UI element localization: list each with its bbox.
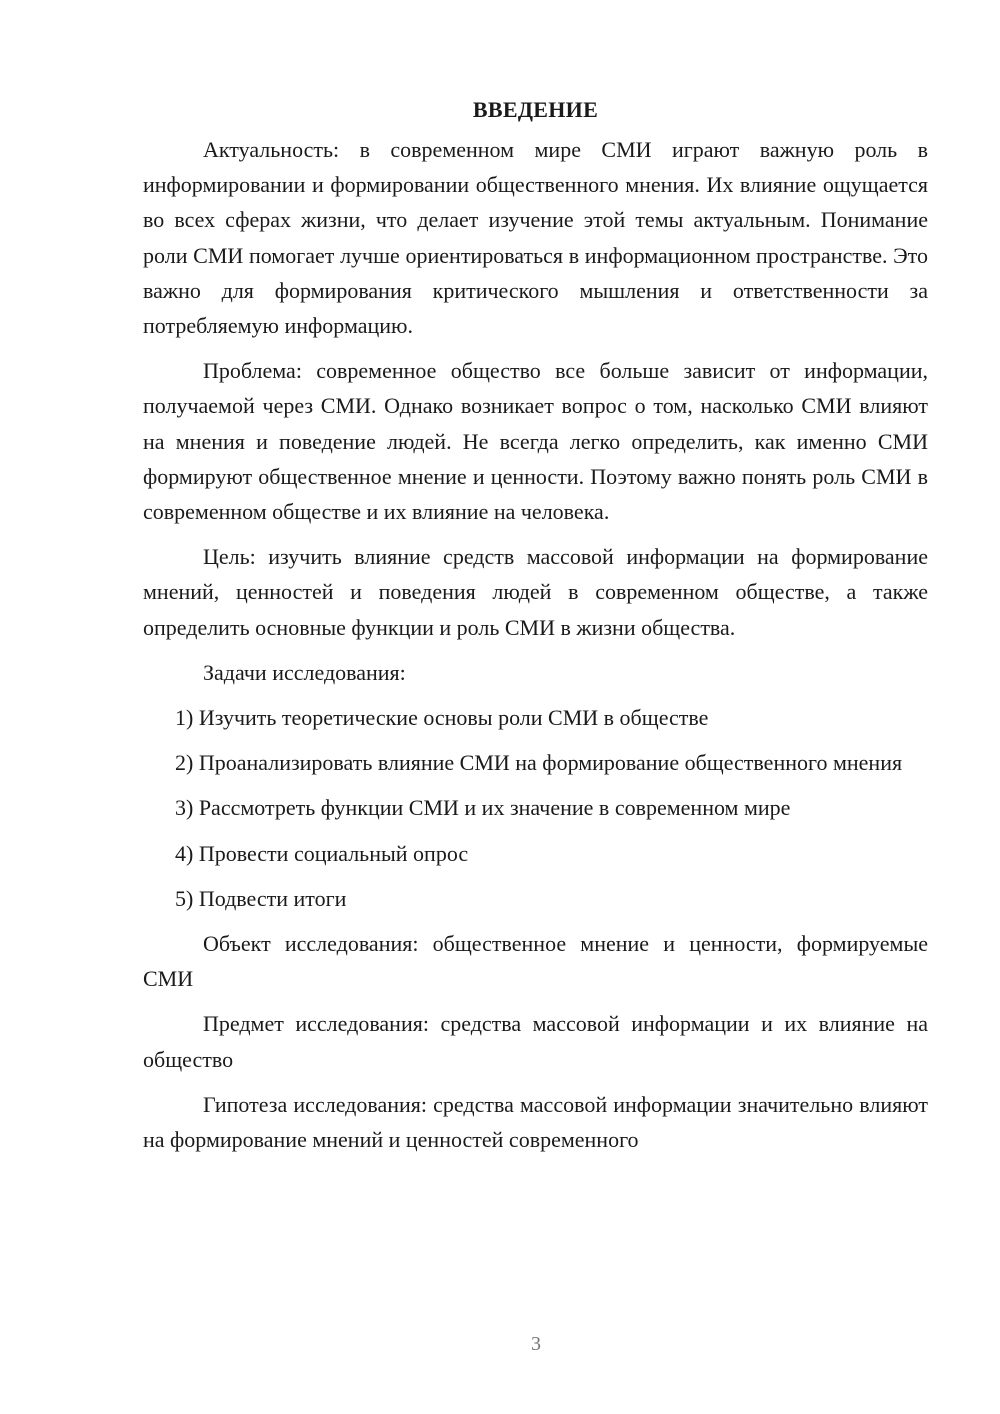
paragraph-object: Объект исследования: общественное мнение и ценности, формируемые СМИ (143, 931, 928, 992)
paragraph-relevance: Актуальность: в современном мире СМИ играют важную роль в информировании и формировании общественного мнения. Их влияние ощущается во всех сферах жизни, что делает изучение этой темы актуальным. Понимание роли СМИ помогает лучше ориентироваться в информационном пространстве. Это важно для формирования критического мышления и ответственности за потребляемую информацию. (143, 137, 928, 339)
task-item-3: 3) Рассмотреть функции СМИ и их значение в современном мире (175, 795, 791, 821)
page-content (143, 92, 928, 1167)
paragraph-hypothesis: Гипотеза исследования: средства массовой информации значительно влияют на формирование мнений и ценностей современного (143, 1091, 928, 1153)
task-item-4: 4) Провести социальный опрос (175, 840, 469, 866)
task-item-2: 2) Проанализировать влияние СМИ на формирование общественного мнения (175, 750, 903, 776)
page-number: 3 (531, 1333, 541, 1355)
tasks-heading: Задачи исследования: (203, 659, 406, 685)
paragraph-problem: Проблема: современное общество все больше зависит от информации, получаемой через СМИ. Однако возникает вопрос о том, насколько СМИ влияют на мнения и поведение людей. Не всегда легко определить, как именно СМИ формируют общественное мнение и ценности. Поэтому важно понять роль СМИ в современном обществе и их влияние на человека. (143, 358, 928, 525)
task-item-1: 1) Изучить теоретические основы роли СМИ в обществе (175, 705, 709, 731)
paragraph-subject: Предмет исследования: средства массовой информации и их влияние на общество (143, 1011, 928, 1072)
page-title: ВВЕДЕНИЕ (472, 97, 599, 122)
task-item-5: 5) Подвести итоги (175, 885, 347, 911)
paragraph-goal: Цель: изучить влияние средств массовой информации на формирование мнений, ценностей и поведения людей в современном обществе, а также определить основные функции и роль СМИ в жизни общества. (143, 544, 928, 640)
